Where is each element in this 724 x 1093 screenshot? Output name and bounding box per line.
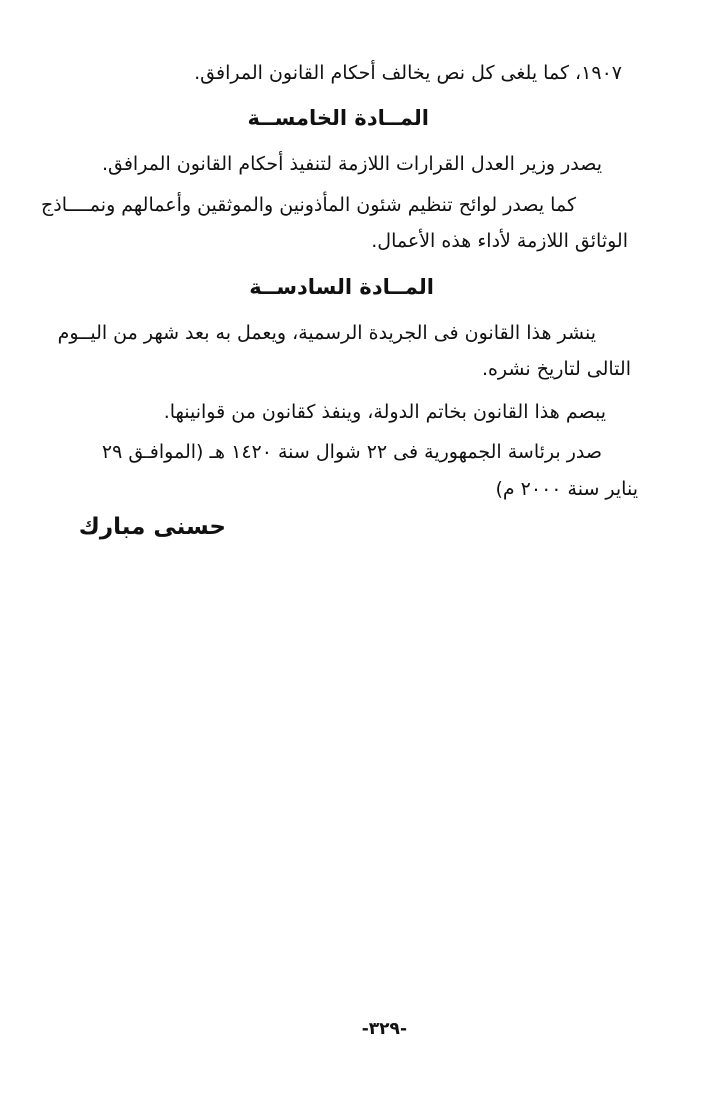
signature: حسنى مبارك bbox=[78, 514, 226, 540]
article-5-paragraph-2-line-1: كما يصدر لوائح تنظيم شئون المأذونين والموثقين وأعمالهم ونمــــاذج bbox=[41, 194, 576, 216]
intro-line: ١٩٠٧، كما يلغى كل نص يخالف أحكام القانون المرافق. bbox=[194, 62, 622, 84]
article-6-paragraph-2: يبصم هذا القانون بخاتم الدولة، وينفذ كقانون من قوانينها. bbox=[163, 401, 606, 423]
article-5-paragraph-1: يصدر وزير العدل القرارات اللازمة لتنفيذ أحكام القانون المرافق. bbox=[101, 153, 602, 175]
article-6-paragraph-3-line-2: يناير سنة ٢٠٠٠ م) bbox=[495, 478, 638, 500]
article-6-paragraph-3-line-1: صدر برئاسة الجمهورية فى ٢٢ شوال سنة ١٤٢٠ هـ (الموافـق ٢٩ bbox=[101, 441, 602, 463]
article-6-paragraph-1-line-2: التالى لتاريخ نشره. bbox=[481, 358, 631, 380]
article-5-paragraph-2-line-2: الوثائق اللازمة لأداء هذه الأعمال. bbox=[371, 230, 628, 252]
article-6-heading: المــادة السادســة bbox=[249, 275, 434, 299]
article-6-paragraph-1-line-1: ينشر هذا القانون فى الجريدة الرسمية، ويعمل به بعد شهر من اليــوم bbox=[57, 322, 596, 344]
article-5-heading: المــادة الخامســة bbox=[247, 106, 429, 130]
page-number: -٣٢٩- bbox=[361, 1019, 407, 1039]
